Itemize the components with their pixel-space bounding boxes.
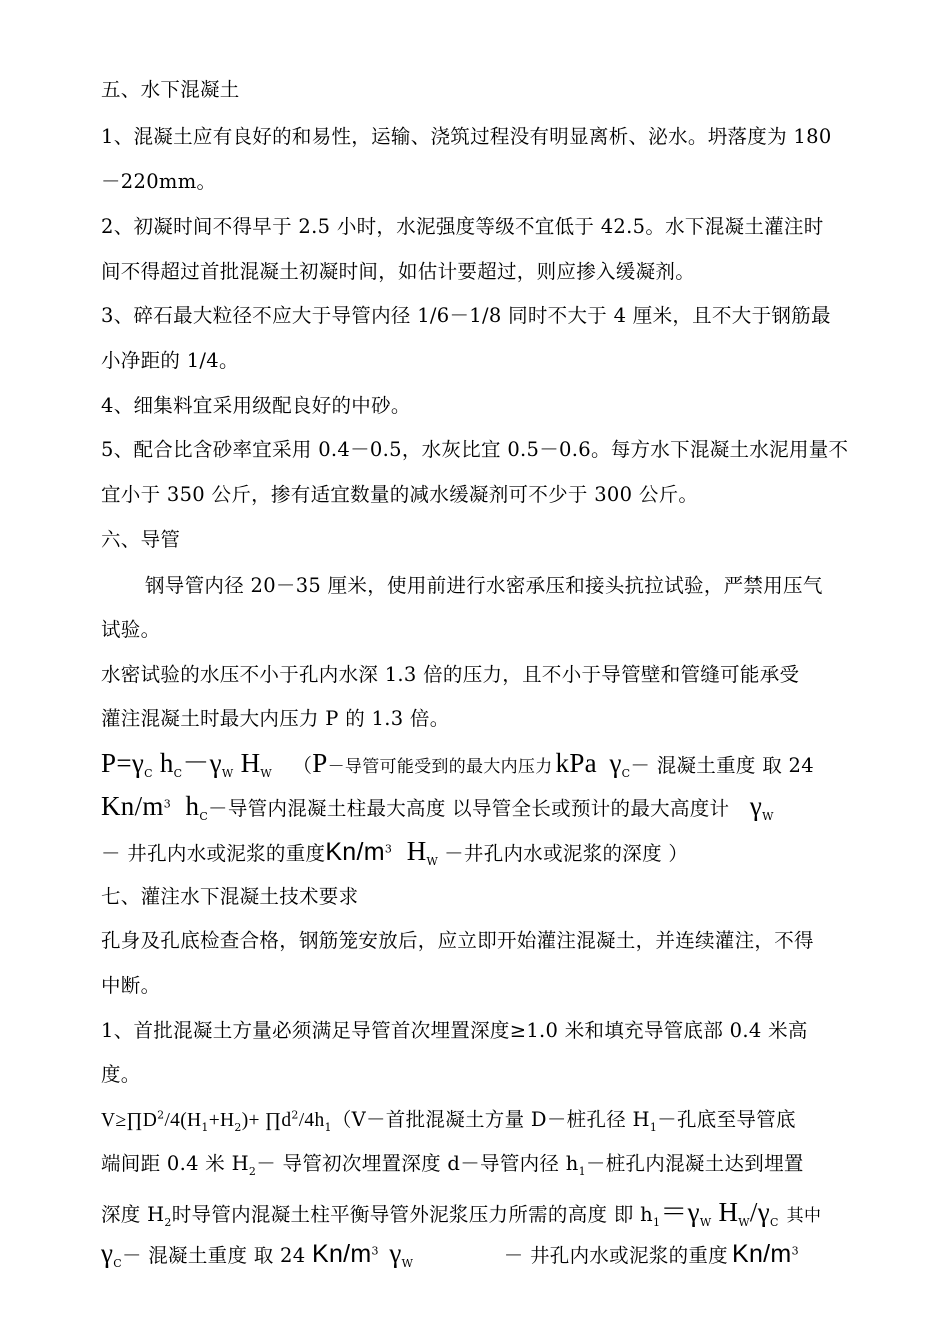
formula-legend-line: 深度 $H_2$时导管内混凝土柱平衡导管外泥浆压力所需的高度 即 $h_1=\gamma_W$ $H_W/\gamma_C$ 其中 — [101, 1197, 822, 1229]
paragraph-line: 4、细集料宜采用级配良好的中砂。 — [101, 394, 411, 417]
section-6-heading: 六、导管 — [101, 528, 181, 551]
section-5-heading: 五、水下混凝土 — [101, 78, 240, 101]
paragraph-line: 水密试验的水压不小于孔内水深 1.3 倍的压力，且不小于导管壁和管缝可能承受 — [101, 663, 800, 686]
paragraph-line: 小净距的 1/4。 — [101, 349, 239, 372]
formula-legend-line: 端间距 0.4 米 $H_2-$ 导管初次埋置深度 d－导管内径 $h_1-$桩孔内混凝土达到埋置 — [101, 1152, 804, 1178]
formula-legend-line: － 井孔内水或泥浆的重度$Kn/m^3$ $H_W$ －井孔内水或泥浆的深度 ） — [101, 836, 689, 868]
paragraph-line: 试验。 — [101, 618, 161, 641]
paragraph-line: 间不得超过首批混凝土初凝时间，如估计要超过，则应掺入缓凝剂。 — [101, 260, 696, 283]
paragraph-line: 度。 — [101, 1063, 141, 1086]
paragraph-line: 3、碎石最大粒径不应大于导管内径 1/6－1/8 同时不大于 4 厘米，且不大于钢筋最 — [101, 304, 831, 327]
formula-legend-line: $Kn/m^3$ $h_C-$导管内混凝土柱最大高度 以导管全长或预计的最大高度计 $\gamma_W$ — [101, 791, 774, 823]
paragraph-line: 孔身及孔底检查合格，钢筋笼安放后，应立即开始灌注混凝土，并连续灌注，不得 — [101, 929, 814, 952]
paragraph-line: －220mm。 — [101, 170, 217, 193]
paragraph-line: 中断。 — [101, 974, 161, 997]
pressure-formula-line: $P=\gamma_C$ $h_C-\gamma_W$ $H_W$ （P－导管可能受到的最大内压力 kPa $\gamma_C-$ 混凝土重度 取 24 — [101, 748, 814, 780]
paragraph-line: 宜小于 350 公斤，掺有适宜数量的减水缓凝剂可不少于 300 公斤。 — [101, 483, 699, 506]
paragraph-line: 2、初凝时间不得早于 2.5 小时，水泥强度等级不宜低于 42.5。水下混凝土灌注时 — [101, 215, 824, 238]
section-7-heading: 七、灌注水下混凝土技术要求 — [101, 885, 359, 908]
formula-legend-line: $\gamma_C-$ 混凝土重度 取 24 $Kn/m^3$ $\gamma_W$ － 井孔内水或泥浆的重度 $Kn/m^3$ — [101, 1238, 799, 1270]
paragraph-line: 5、配合比含砂率宜采用 0.4－0.5，水灰比宜 0.5－0.6。每方水下混凝土水泥用量不 — [101, 438, 849, 461]
volume-formula-line: $V\ge\prod D^2/4(H_1+H_2)+$ $\prod d^2/4h_1(V-$首批混凝土方量 D－桩孔径 $H_1-$孔底至导管底 — [101, 1108, 796, 1134]
paragraph-line: 1、混凝土应有良好的和易性，运输、浇筑过程没有明显离析、泌水。坍落度为 180 — [101, 125, 832, 148]
paragraph-line: 钢导管内径 20－35 厘米，使用前进行水密承压和接头抗拉试验，严禁用压气 — [145, 574, 823, 597]
paragraph-line: 1、首批混凝土方量必须满足导管首次埋置深度≥1.0 米和填充导管底部 0.4 米高 — [101, 1019, 808, 1042]
paragraph-line: 灌注混凝土时最大内压力 P 的 1.3 倍。 — [101, 707, 450, 730]
